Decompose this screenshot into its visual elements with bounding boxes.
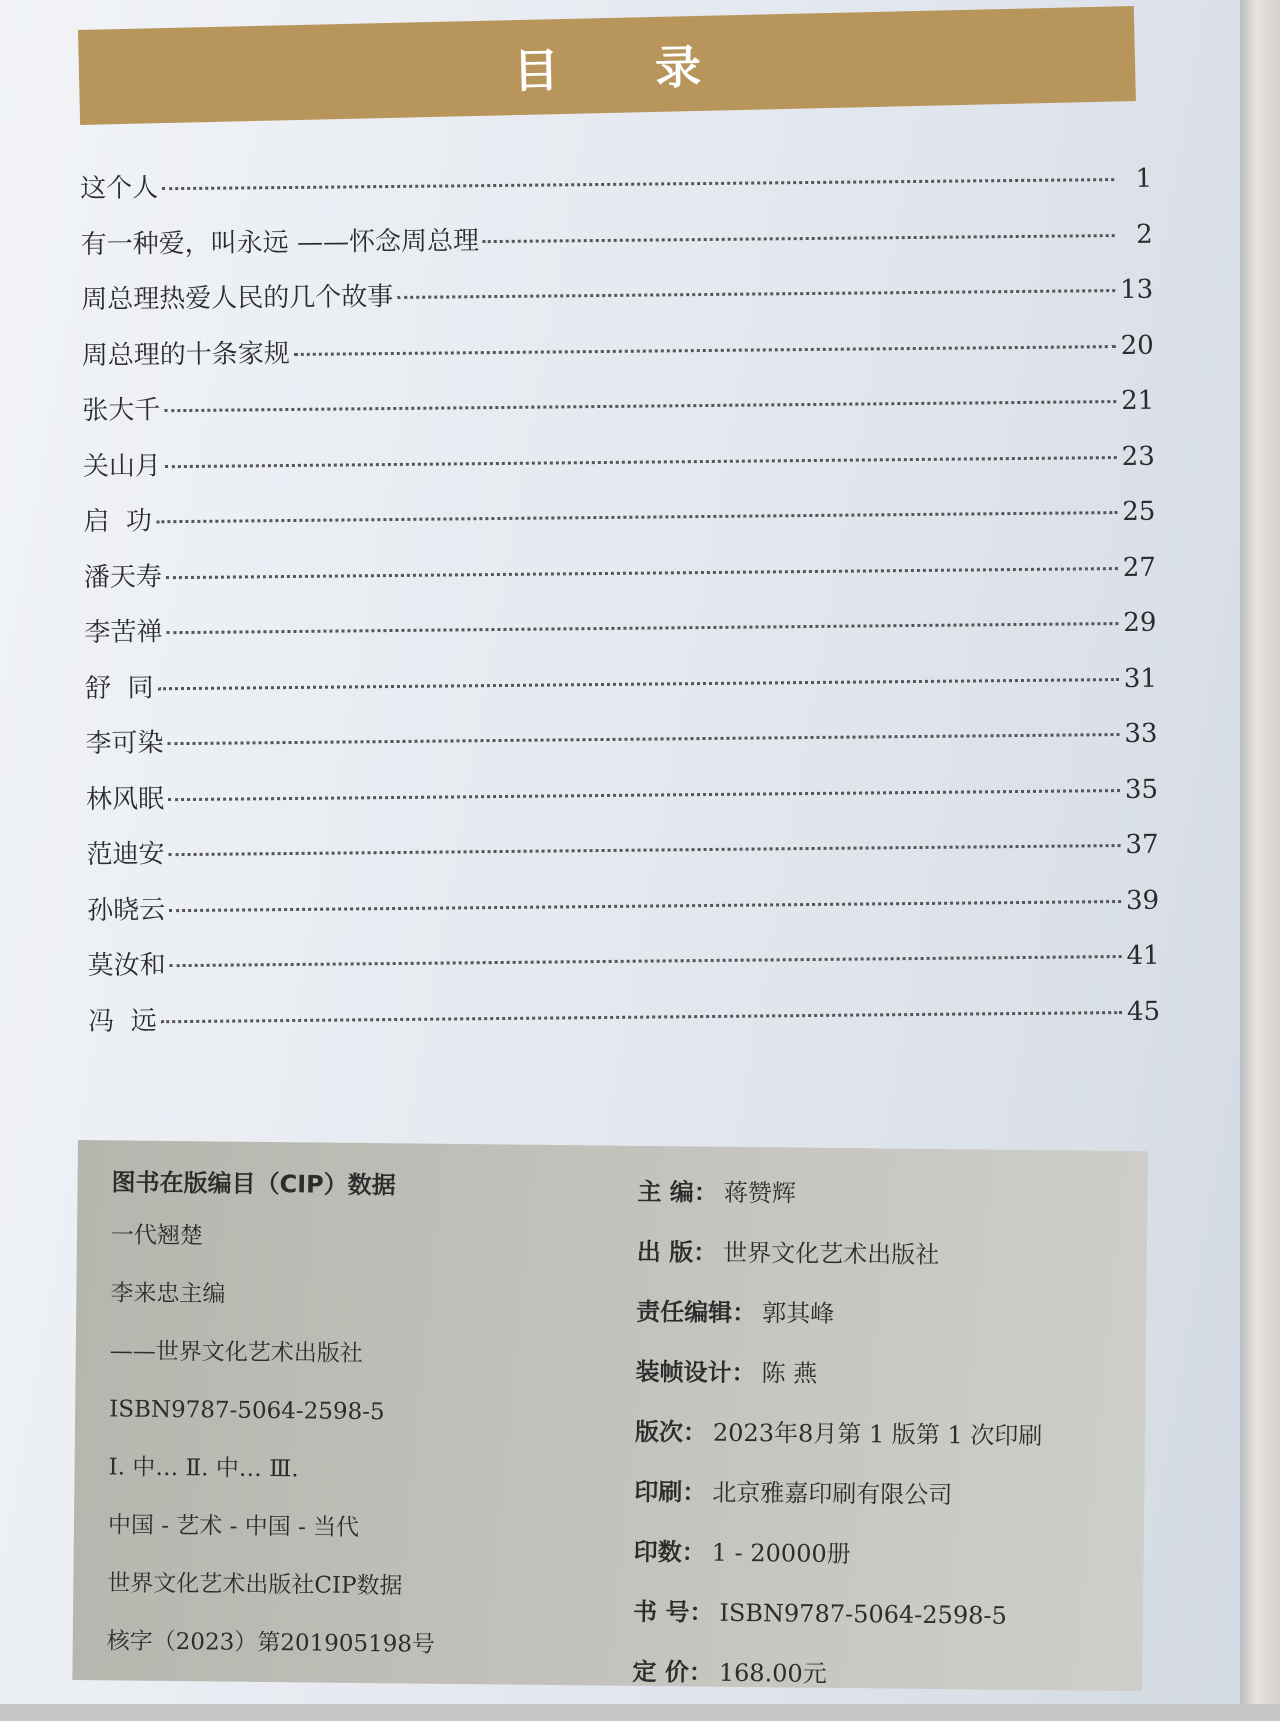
toc-entry (84, 546, 1156, 612)
info-print-run (633, 1536, 1134, 1601)
toc-entry-page: 33 (1124, 718, 1158, 750)
cip-line: ——世界文化艺术出版社 (109, 1338, 363, 1367)
toc-entry-page: 21 (1121, 385, 1155, 417)
cip-line: 一代翘楚 (110, 1222, 204, 1250)
cip-line: 世界文化艺术出版社CIP数据 (107, 1570, 403, 1600)
toc-entry (83, 491, 1155, 557)
info-label: 印数： (633, 1537, 706, 1567)
info-price (632, 1656, 1133, 1721)
toc-entry-page: 20 (1120, 330, 1154, 361)
info-label: 定 价： (632, 1657, 713, 1687)
info-label: 出 版： (636, 1237, 718, 1267)
toc-dot-leader (170, 955, 1122, 967)
toc-entry (82, 324, 1154, 390)
toc-entry (86, 768, 1158, 834)
toc-dot-leader (166, 567, 1118, 579)
toc-dot-leader (162, 178, 1114, 190)
toc-entry (82, 380, 1154, 446)
toc-entry-title: 周总理热爱人民的几个故事 (81, 281, 394, 315)
toc-entry (81, 269, 1153, 335)
table-of-contents (80, 158, 1160, 1056)
toc-entry-title: 冯 远 (88, 1005, 157, 1037)
info-label: 责任编辑： (636, 1297, 757, 1328)
info-value: 陈 燕 (761, 1359, 818, 1388)
toc-entry-title: 舒 同 (84, 672, 154, 704)
toc-entry-title: 有一种爱，叫永远 ——怀念周总理 (80, 225, 480, 260)
cip-line: 李来忠主编 (110, 1280, 226, 1308)
info-value: 北京雅嘉印刷有限公司 (712, 1478, 953, 1510)
toc-entry-title: 范迪安 (86, 839, 165, 870)
toc-entry-title: 林风眠 (85, 783, 165, 815)
toc-entry-title: 李苦禅 (84, 617, 163, 648)
toc-dot-leader (169, 900, 1121, 912)
toc-dot-leader (168, 733, 1120, 745)
toc-entry (84, 602, 1156, 668)
toc-entry (83, 435, 1155, 501)
contents-title: 目 录 (512, 38, 742, 98)
toc-entry-title: 潘天寿 (83, 561, 163, 593)
toc-dot-leader (165, 456, 1117, 468)
cip-data-panel (72, 1140, 1148, 1691)
contents-title-band (78, 6, 1136, 125)
toc-entry-page: 27 (1122, 552, 1157, 583)
book-spine-edge (1240, 0, 1280, 1704)
info-editor-in-chief (637, 1176, 1138, 1241)
info-label: 印刷： (634, 1477, 707, 1507)
toc-entry-title: 孙晓云 (86, 894, 166, 926)
info-value: 2023年8月第 1 版第 1 次印刷 (712, 1418, 1043, 1451)
cip-line: Ⅰ. 中… Ⅱ. 中… Ⅲ. (108, 1454, 299, 1483)
info-label: 主 编： (637, 1177, 718, 1207)
toc-entry-page: 25 (1122, 496, 1156, 528)
toc-entry (81, 213, 1153, 279)
toc-entry-title: 启 功 (83, 506, 153, 537)
cip-catalog-block (106, 1162, 571, 1688)
toc-dot-leader (483, 234, 1115, 243)
toc-entry-title: 关山月 (82, 450, 162, 482)
toc-entry-page: 29 (1123, 607, 1157, 639)
toc-entry-title: 这个人 (80, 173, 159, 204)
toc-entry-page: 2 (1135, 219, 1153, 250)
toc-dot-leader (169, 844, 1121, 856)
info-responsible-editor (636, 1296, 1137, 1361)
toc-dot-leader (168, 789, 1120, 801)
toc-dot-leader (164, 400, 1116, 412)
cip-heading: 图书在版编目（CIP）数据 (111, 1168, 396, 1200)
publication-info-block (632, 1176, 1138, 1721)
toc-dot-leader (156, 511, 1117, 523)
toc-dot-leader (166, 622, 1118, 634)
toc-entry (85, 657, 1157, 723)
toc-entry-title: 周总理的十条家规 (81, 338, 290, 371)
info-value: 世界文化艺术出版社 (723, 1238, 940, 1270)
toc-entry-page: 37 (1125, 829, 1159, 860)
info-value: 168.00元 (718, 1658, 827, 1688)
info-value: ISBN9787-5064-2598-5 (719, 1598, 1007, 1630)
toc-entry-page: 23 (1121, 441, 1155, 472)
toc-dot-leader (294, 345, 1116, 356)
info-binding-design (635, 1356, 1136, 1421)
info-printer (634, 1476, 1135, 1541)
toc-entry-page: 45 (1126, 996, 1161, 1027)
info-edition (635, 1416, 1136, 1481)
toc-entry-title: 莫汝和 (87, 950, 166, 981)
toc-dot-leader (397, 289, 1115, 299)
toc-entry (87, 879, 1159, 945)
info-value: 1 - 20000册 (711, 1538, 851, 1569)
cip-line: 中国 - 艺术 - 中国 - 当代 (107, 1512, 360, 1541)
toc-dot-leader (158, 678, 1119, 690)
toc-entry (86, 824, 1158, 890)
toc-entry (80, 158, 1152, 224)
info-label: 版次： (634, 1417, 708, 1447)
toc-entry-page: 35 (1124, 774, 1159, 805)
info-label: 书 号： (632, 1597, 714, 1627)
toc-entry-title: 李可染 (85, 728, 164, 759)
info-value: 郭其峰 (762, 1299, 835, 1328)
toc-entry-page: 31 (1123, 663, 1158, 694)
toc-entry-page: 13 (1119, 274, 1154, 306)
cip-line: ISBN9787-5064-2598-5 (109, 1396, 385, 1426)
toc-entry (85, 713, 1157, 779)
toc-entry-page: 39 (1125, 885, 1160, 916)
toc-entry-title: 张大千 (82, 395, 161, 426)
info-label: 装帧设计： (635, 1357, 756, 1388)
info-value: 蒋赞辉 (723, 1178, 796, 1208)
toc-entry (87, 935, 1159, 1001)
info-publisher (636, 1236, 1137, 1301)
info-isbn (633, 1596, 1134, 1661)
toc-dot-leader (161, 1011, 1122, 1023)
cip-line: 核字（2023）第201905198号 (106, 1628, 436, 1658)
toc-entry-page: 1 (1135, 163, 1153, 194)
toc-entry (88, 990, 1160, 1056)
toc-entry-page: 41 (1126, 940, 1160, 971)
